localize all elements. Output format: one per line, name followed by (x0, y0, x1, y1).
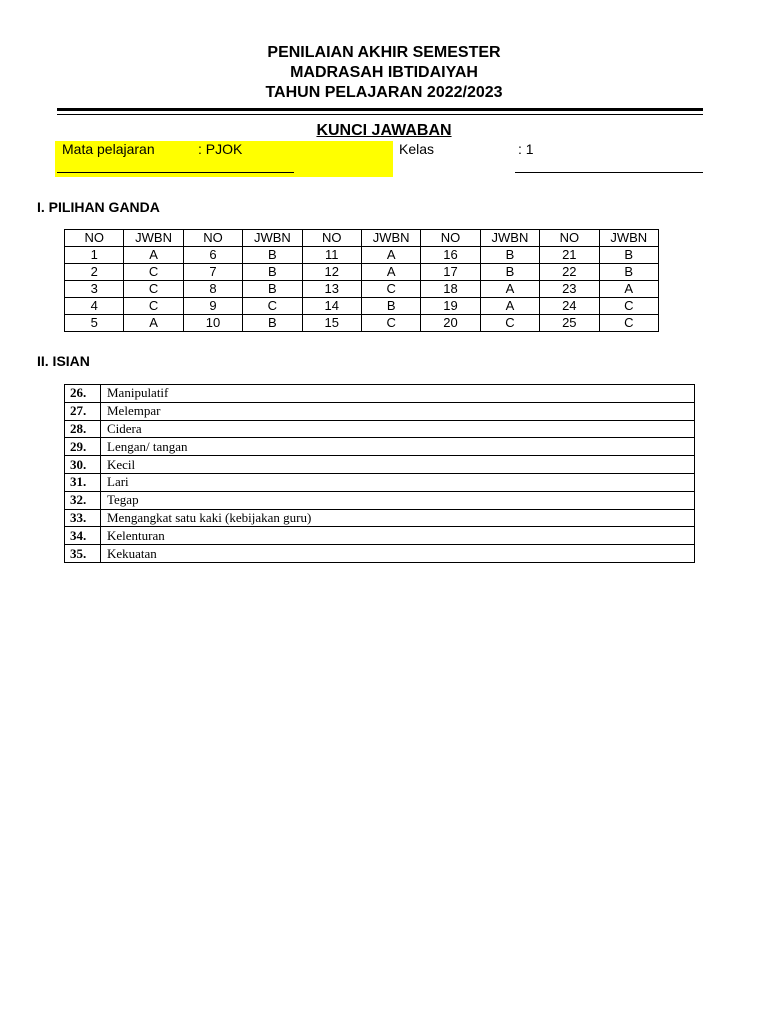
pilihan-ganda-heading: I. PILIHAN GANDA (37, 199, 160, 215)
isian-answer: Lengan/ tangan (101, 438, 695, 456)
table-cell: 19 (421, 298, 480, 315)
isian-number: 33. (65, 509, 101, 527)
table-row (65, 420, 695, 438)
isian-number: 26. (65, 385, 101, 403)
kunci-jawaban-title (0, 121, 768, 141)
table-cell: 6 (183, 247, 242, 264)
isian-number: 27. (65, 402, 101, 420)
header-cell: NO (183, 230, 242, 247)
table-cell: C (361, 315, 420, 332)
table-row (65, 456, 695, 474)
table-row (65, 298, 659, 315)
header-title-line3: TAHUN PELAJARAN 2022/2023 (265, 84, 503, 101)
isian-number: 30. (65, 456, 101, 474)
info-underline-left (57, 172, 294, 173)
table-cell: B (243, 264, 302, 281)
table-cell: A (361, 264, 420, 281)
table-cell: 21 (540, 247, 599, 264)
header-cell: JWBN (361, 230, 420, 247)
table-row (65, 385, 695, 403)
table-row (65, 281, 659, 298)
isian-answer: Manipulatif (101, 385, 695, 403)
header-rule-thin (57, 114, 703, 115)
table-cell: 9 (183, 298, 242, 315)
table-cell: B (599, 264, 658, 281)
table-cell: B (480, 264, 539, 281)
header-title-line1: PENILAIAN AKHIR SEMESTER (267, 44, 501, 61)
table-row (65, 527, 695, 545)
kelas-label: Kelas (399, 141, 435, 157)
table-cell: 10 (183, 315, 242, 332)
header-cell: JWBN (124, 230, 183, 247)
table-cell: C (243, 298, 302, 315)
isian-answer: Mengangkat satu kaki (kebijakan guru) (101, 509, 695, 527)
header-cell: NO (421, 230, 480, 247)
table-cell: A (599, 281, 658, 298)
table-cell: A (480, 298, 539, 315)
pilihan-ganda-table (64, 229, 659, 332)
isian-answer: Kelenturan (101, 527, 695, 545)
table-row (65, 264, 659, 281)
table-row (65, 438, 695, 456)
table-row (65, 315, 659, 332)
table-cell: 23 (540, 281, 599, 298)
header-cell: NO (540, 230, 599, 247)
header-cell: NO (302, 230, 361, 247)
isian-number: 34. (65, 527, 101, 545)
isian-heading: II. ISIAN (37, 353, 90, 369)
isian-number: 29. (65, 438, 101, 456)
table-cell: B (480, 247, 539, 264)
table-cell: 4 (65, 298, 124, 315)
mapel-label: Mata pelajaran (62, 141, 155, 157)
isian-answer: Cidera (101, 420, 695, 438)
table-cell: 16 (421, 247, 480, 264)
table-cell: C (124, 281, 183, 298)
isian-number: 35. (65, 545, 101, 563)
table-row (65, 247, 659, 264)
table-cell: C (124, 264, 183, 281)
table-cell: C (124, 298, 183, 315)
table-cell: 8 (183, 281, 242, 298)
header-cell: JWBN (480, 230, 539, 247)
table-cell: 5 (65, 315, 124, 332)
table-cell: 20 (421, 315, 480, 332)
table-cell: 17 (421, 264, 480, 281)
table-cell: 14 (302, 298, 361, 315)
table-cell: 11 (302, 247, 361, 264)
isian-number: 32. (65, 491, 101, 509)
table-cell: 2 (65, 264, 124, 281)
table-cell: B (243, 315, 302, 332)
table-cell: A (124, 247, 183, 264)
table-cell: B (243, 281, 302, 298)
table-cell: 13 (302, 281, 361, 298)
isian-table (64, 384, 695, 563)
table-header-row (65, 230, 659, 247)
kunci-jawaban-text: KUNCI JAWABAN (316, 122, 452, 139)
kelas-value: : 1 (518, 141, 534, 157)
table-cell: A (124, 315, 183, 332)
isian-number: 28. (65, 420, 101, 438)
table-cell: A (361, 247, 420, 264)
mapel-value: : PJOK (198, 141, 243, 157)
header-rule-thick (57, 108, 703, 111)
table-cell: B (361, 298, 420, 315)
table-row (65, 491, 695, 509)
isian-number: 31. (65, 473, 101, 491)
document-header (0, 43, 768, 103)
table-row (65, 545, 695, 563)
table-cell: 22 (540, 264, 599, 281)
table-row (65, 402, 695, 420)
table-cell: C (480, 315, 539, 332)
table-cell: C (361, 281, 420, 298)
isian-answer: Kekuatan (101, 545, 695, 563)
table-cell: 24 (540, 298, 599, 315)
header-cell: JWBN (599, 230, 658, 247)
header-title-line2: MADRASAH IBTIDAIYAH (290, 64, 478, 81)
table-row (65, 473, 695, 491)
table-cell: 15 (302, 315, 361, 332)
info-underline-right (515, 172, 703, 173)
table-cell: 25 (540, 315, 599, 332)
table-cell: 7 (183, 264, 242, 281)
isian-answer: Kecil (101, 456, 695, 474)
isian-answer: Tegap (101, 491, 695, 509)
table-cell: B (243, 247, 302, 264)
table-cell: C (599, 315, 658, 332)
table-cell: A (480, 281, 539, 298)
header-cell: JWBN (243, 230, 302, 247)
table-cell: 1 (65, 247, 124, 264)
header-cell: NO (65, 230, 124, 247)
table-row (65, 509, 695, 527)
table-cell: B (599, 247, 658, 264)
isian-answer: Lari (101, 473, 695, 491)
table-cell: C (599, 298, 658, 315)
table-cell: 18 (421, 281, 480, 298)
table-cell: 3 (65, 281, 124, 298)
table-cell: 12 (302, 264, 361, 281)
isian-answer: Melempar (101, 402, 695, 420)
